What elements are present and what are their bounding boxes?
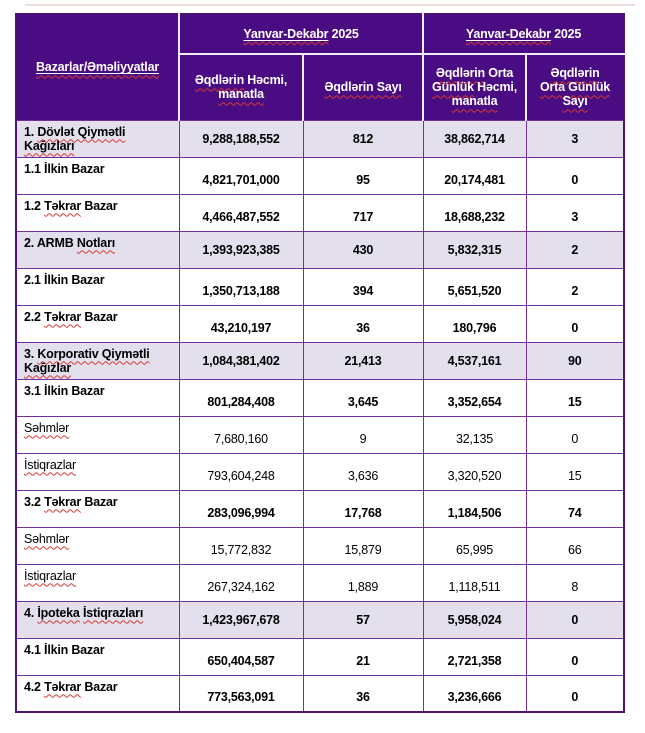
cell-avg-count: 74 xyxy=(526,490,624,527)
table-header xyxy=(16,14,624,120)
cell-count: 3,645 xyxy=(303,379,423,416)
spellcheck-underline: Təkrar xyxy=(44,198,82,213)
cell-volume: 1,393,923,385 xyxy=(179,231,303,268)
table-row xyxy=(16,564,624,601)
header-deal-count xyxy=(303,54,423,120)
cell-avg-volume: 5,958,024 xyxy=(423,601,526,638)
cell-avg-count: 0 xyxy=(526,601,624,638)
cell-volume: 650,404,587 xyxy=(179,638,303,675)
cell-volume: 773,563,091 xyxy=(179,675,303,712)
table-row xyxy=(16,527,624,564)
cell-avg-count: 2 xyxy=(526,231,624,268)
cell-volume: 4,466,487,552 xyxy=(179,194,303,231)
cell-avg-volume: 32,135 xyxy=(423,416,526,453)
cell-avg-volume: 20,174,481 xyxy=(423,157,526,194)
spellcheck-underline: Əqdlərin xyxy=(550,66,600,81)
cell-avg-volume: 5,651,520 xyxy=(423,268,526,305)
spellcheck-underline: Bazarlar/Əməliyyatlar xyxy=(35,60,159,75)
cell-avg-count: 8 xyxy=(526,564,624,601)
cell-avg-count: 90 xyxy=(526,342,624,379)
row-label: 4.1 İlkin Bazar xyxy=(16,638,179,675)
cell-volume: 7,680,160 xyxy=(179,416,303,453)
table-body xyxy=(16,120,624,712)
cell-volume: 1,084,381,402 xyxy=(179,342,303,379)
cell-avg-count: 3 xyxy=(526,120,624,157)
header-avg-daily-volume: Əqdlərin Orta Günlük Həcmi, manatla xyxy=(423,54,526,120)
cell-count: 3,636 xyxy=(303,453,423,490)
row-label xyxy=(16,564,179,601)
cell-avg-volume: 180,796 xyxy=(423,305,526,342)
spellcheck-underline: Təkrar xyxy=(44,309,82,324)
securities-market-table xyxy=(15,13,625,713)
cell-volume: 1,423,967,678 xyxy=(179,601,303,638)
spellcheck-underline: Günlük xyxy=(432,80,474,95)
header-avg-daily-count xyxy=(526,54,624,120)
row-label: 1.2 Təkrar Bazar xyxy=(16,194,179,231)
table-row xyxy=(16,120,624,157)
spellcheck-underline: Yanvar-Dekabr xyxy=(243,27,329,41)
cell-avg-count: 0 xyxy=(526,638,624,675)
spellcheck-underline: Kağızlar xyxy=(24,360,72,375)
header-markets xyxy=(16,14,179,120)
row-label: 4. İpoteka İstiqrazları xyxy=(16,601,179,638)
cell-count: 57 xyxy=(303,601,423,638)
cell-count: 36 xyxy=(303,305,423,342)
table-row xyxy=(16,305,624,342)
row-label xyxy=(16,453,179,490)
spellcheck-underline: Notları xyxy=(76,235,115,250)
cell-avg-volume: 1,184,506 xyxy=(423,490,526,527)
row-label: 4.2 Təkrar Bazar xyxy=(16,675,179,712)
spellcheck-underline: Yanvar-Dekabr xyxy=(465,27,551,41)
row-label: 3.2 Təkrar Bazar xyxy=(16,490,179,527)
top-rule xyxy=(25,4,635,6)
header-volume-manat: Əqdlərin Həcmi, manatla xyxy=(179,54,303,120)
cell-count: 36 xyxy=(303,675,423,712)
cell-volume: 793,604,248 xyxy=(179,453,303,490)
cell-avg-count: 3 xyxy=(526,194,624,231)
spellcheck-underline: Orta Günlük xyxy=(540,80,611,95)
spellcheck-underline: manatla xyxy=(218,87,264,102)
table-row xyxy=(16,601,624,638)
cell-count: 95 xyxy=(303,157,423,194)
spellcheck-underline: İstiqrazları xyxy=(82,605,144,620)
table-row xyxy=(16,490,624,527)
cell-avg-volume: 65,995 xyxy=(423,527,526,564)
cell-count: 15,879 xyxy=(303,527,423,564)
table-row xyxy=(16,231,624,268)
table-row xyxy=(16,453,624,490)
table-row xyxy=(16,268,624,305)
spellcheck-underline: Dövlət Qiymətli xyxy=(37,124,126,139)
cell-avg-volume: 4,537,161 xyxy=(423,342,526,379)
spellcheck-underline: Sayı xyxy=(562,94,588,109)
spellcheck-underline: Təkrar xyxy=(44,494,82,509)
cell-avg-volume: 3,320,520 xyxy=(423,453,526,490)
cell-avg-count: 0 xyxy=(526,675,624,712)
cell-avg-volume: 3,352,654 xyxy=(423,379,526,416)
cell-avg-volume: 3,236,666 xyxy=(423,675,526,712)
table-row xyxy=(16,638,624,675)
cell-count: 394 xyxy=(303,268,423,305)
spellcheck-underline: Səhmlər xyxy=(24,531,70,546)
cell-avg-volume: 1,118,511 xyxy=(423,564,526,601)
spellcheck-underline: Səhmlər xyxy=(24,420,70,435)
cell-avg-volume: 5,832,315 xyxy=(423,231,526,268)
spellcheck-underline: İpoteka xyxy=(37,605,80,620)
cell-volume: 267,324,162 xyxy=(179,564,303,601)
spellcheck-underline: İstiqrazlar xyxy=(24,457,76,472)
cell-avg-count: 2 xyxy=(526,268,624,305)
spellcheck-underline: manatla xyxy=(451,94,498,109)
cell-count: 17,768 xyxy=(303,490,423,527)
row-label xyxy=(16,527,179,564)
cell-volume: 15,772,832 xyxy=(179,527,303,564)
header-period-2: Yanvar-Dekabr 2025 xyxy=(423,14,624,54)
row-label: 2.2 Təkrar Bazar xyxy=(16,305,179,342)
cell-volume: 9,288,188,552 xyxy=(179,120,303,157)
cell-volume: 283,096,994 xyxy=(179,490,303,527)
table-row xyxy=(16,379,624,416)
cell-avg-volume: 2,721,358 xyxy=(423,638,526,675)
row-label xyxy=(16,416,179,453)
table-row xyxy=(16,194,624,231)
cell-volume: 1,350,713,188 xyxy=(179,268,303,305)
cell-count: 1,889 xyxy=(303,564,423,601)
row-label: 1. Dövlət Qiymətli Kağızları xyxy=(16,120,179,157)
cell-volume: 801,284,408 xyxy=(179,379,303,416)
spellcheck-underline: Əqdlərin xyxy=(194,73,245,88)
spellcheck-underline: İstiqrazlar xyxy=(24,568,76,583)
spellcheck-underline: Əqdlərin Sayı xyxy=(324,80,402,95)
row-label: 2. ARMB Notları xyxy=(16,231,179,268)
cell-count: 21 xyxy=(303,638,423,675)
cell-avg-count: 0 xyxy=(526,416,624,453)
cell-avg-count: 15 xyxy=(526,379,624,416)
underlined-text xyxy=(466,27,551,41)
cell-count: 9 xyxy=(303,416,423,453)
spellcheck-underline: Korporativ Qiymətli xyxy=(37,346,150,361)
table-row xyxy=(16,416,624,453)
row-label: 3. Korporativ Qiymətli Kağızlar xyxy=(16,342,179,379)
underlined-text xyxy=(243,27,328,41)
cell-avg-volume: 18,688,232 xyxy=(423,194,526,231)
cell-avg-count: 0 xyxy=(526,305,624,342)
cell-volume: 4,821,701,000 xyxy=(179,157,303,194)
cell-avg-count: 0 xyxy=(526,157,624,194)
cell-count: 430 xyxy=(303,231,423,268)
table-row xyxy=(16,342,624,379)
cell-avg-count: 15 xyxy=(526,453,624,490)
cell-volume: 43,210,197 xyxy=(179,305,303,342)
table-row xyxy=(16,675,624,712)
spellcheck-underline: Təkrar xyxy=(44,679,82,694)
row-label: 3.1 İlkin Bazar xyxy=(16,379,179,416)
table-row xyxy=(16,157,624,194)
spellcheck-underline: Kağızları xyxy=(24,138,75,153)
cell-avg-count: 66 xyxy=(526,527,624,564)
cell-count: 21,413 xyxy=(303,342,423,379)
cell-avg-volume: 38,862,714 xyxy=(423,120,526,157)
spellcheck-underline: Əqdlərin xyxy=(435,66,485,81)
row-label: 2.1 İlkin Bazar xyxy=(16,268,179,305)
underlined-text xyxy=(36,60,159,74)
row-label: 1.1 İlkin Bazar xyxy=(16,157,179,194)
header-period-1: Yanvar-Dekabr 2025 xyxy=(179,14,423,54)
cell-count: 717 xyxy=(303,194,423,231)
cell-count: 812 xyxy=(303,120,423,157)
